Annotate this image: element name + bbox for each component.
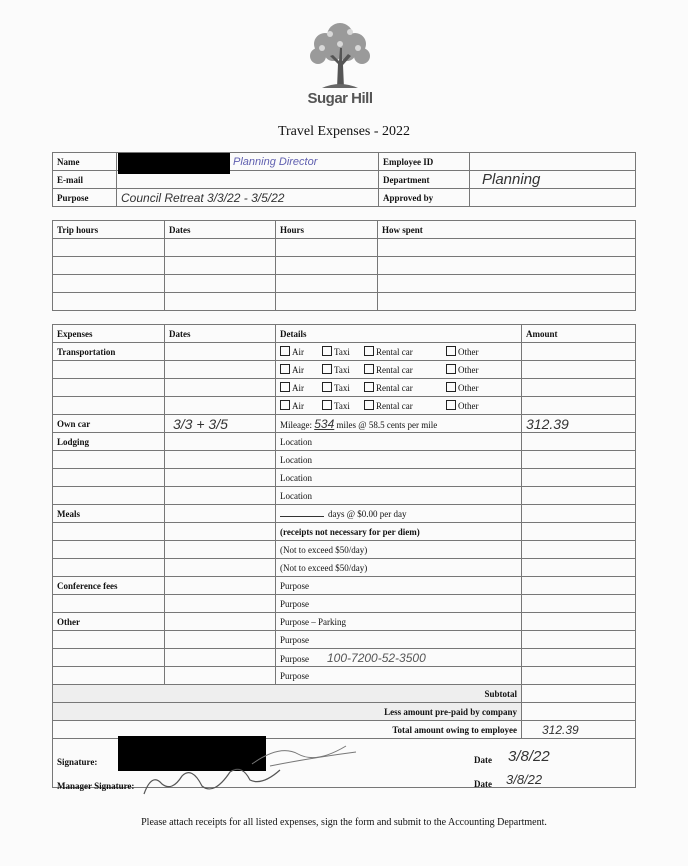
meals-limit: (Not to exceed $50/day) [276, 541, 522, 559]
air-checkbox[interactable] [280, 400, 290, 410]
air-checkbox[interactable] [280, 364, 290, 374]
brand-name: Sugar Hill [307, 90, 373, 107]
redacted-name [118, 153, 230, 174]
date-value: 3/8/22 [508, 748, 550, 765]
trip-hours-col-header: Hours [276, 221, 378, 239]
department-label: Department [379, 171, 470, 189]
prepaid-field[interactable] [522, 703, 636, 721]
transport-options-row: Air Taxi Rental car Other [276, 397, 522, 415]
transport-options-row: Air Taxi Rental car Other [276, 379, 522, 397]
location-field[interactable]: Location [276, 433, 522, 451]
meals-note: (receipts not necessary for per diem) [276, 523, 522, 541]
own-car-amount-field[interactable] [522, 415, 636, 433]
own-car-dates: 3/3 + 3/5 [173, 415, 228, 432]
prepaid-label: Less amount pre-paid by company [53, 703, 522, 721]
purpose-field[interactable]: Purpose [276, 667, 522, 685]
mileage-field[interactable]: Mileage: 534 miles @ 58.5 cents per mile [276, 415, 522, 433]
purpose-label: Purpose [53, 189, 117, 207]
approved-by-field[interactable] [470, 189, 636, 207]
total-field[interactable] [522, 721, 636, 739]
table-row[interactable] [53, 275, 636, 293]
own-car-dates-field[interactable] [165, 415, 276, 433]
trip-hours-table [52, 220, 636, 311]
footer-note: Please attach receipts for all listed expenses, sign the form and submit to the Accounting Department. [141, 817, 547, 828]
rental-car-checkbox[interactable] [364, 364, 374, 374]
air-checkbox[interactable] [280, 382, 290, 392]
purpose-field[interactable]: Purpose [276, 631, 522, 649]
mileage-value: 534 [314, 416, 335, 431]
location-field[interactable]: Location [276, 469, 522, 487]
email-label: E-mail [53, 171, 117, 189]
name-label: Name [53, 153, 117, 171]
employee-id-label: Employee ID [379, 153, 470, 171]
transport-options-row: Air Taxi Rental car Other [276, 343, 522, 361]
sugar-hill-logo [300, 18, 380, 114]
meals-limit: (Not to exceed $50/day) [276, 559, 522, 577]
manager-signature-label: Manager Signature: [57, 781, 135, 791]
rental-car-checkbox[interactable] [364, 346, 374, 356]
approved-by-label: Approved by [379, 189, 470, 207]
other-label: Other [53, 613, 165, 631]
lodging-label: Lodging [53, 433, 165, 451]
purpose-parking-field[interactable]: Purpose – Parking [276, 613, 522, 631]
other-checkbox[interactable] [446, 382, 456, 392]
taxi-checkbox[interactable] [322, 364, 332, 374]
rental-car-checkbox[interactable] [364, 382, 374, 392]
subtotal-field[interactable] [522, 685, 636, 703]
purpose-field[interactable] [117, 189, 379, 207]
table-row[interactable] [53, 257, 636, 275]
amount-header: Amount [522, 325, 636, 343]
location-field[interactable]: Location [276, 487, 522, 505]
department-field[interactable] [470, 171, 636, 189]
own-car-amount: 312.39 [526, 415, 569, 432]
expenses-table [52, 324, 636, 788]
form-title: Travel Expenses - 2022 [277, 124, 411, 139]
table-row[interactable] [53, 293, 636, 311]
expenses-header: Expenses [53, 325, 165, 343]
other-checkbox[interactable] [446, 346, 456, 356]
details-header: Details [276, 325, 522, 343]
total-value: 312.39 [542, 722, 579, 737]
date-label: Date [474, 755, 492, 765]
total-label: Total amount owing to employee [53, 721, 522, 739]
transport-options-row: Air Taxi Rental car Other [276, 361, 522, 379]
trip-hours-header: Trip hours [53, 221, 165, 239]
purpose-field[interactable]: Purpose [276, 595, 522, 613]
tree-icon [300, 18, 380, 90]
account-code: 100-7200-52-3500 [327, 650, 426, 665]
taxi-checkbox[interactable] [322, 400, 332, 410]
rental-car-checkbox[interactable] [364, 400, 374, 410]
taxi-checkbox[interactable] [322, 346, 332, 356]
department-value: Planning [482, 171, 541, 188]
meals-label: Meals [53, 505, 165, 523]
subtotal-label: Subtotal [53, 685, 522, 703]
conference-fees-label: Conference fees [53, 577, 165, 595]
meals-days-field[interactable]: days @ $0.00 per day [276, 505, 522, 523]
taxi-checkbox[interactable] [322, 382, 332, 392]
purpose-value: Council Retreat 3/3/22 - 3/5/22 [121, 190, 285, 205]
trip-dates-header: Dates [165, 221, 276, 239]
purpose-field[interactable]: Purpose 100-7200-52-3500 [276, 649, 522, 667]
other-checkbox[interactable] [446, 400, 456, 410]
transportation-label: Transportation [53, 343, 165, 361]
manager-signature-scribble [138, 762, 288, 798]
how-spent-header: How spent [378, 221, 636, 239]
date-label: Date [474, 779, 492, 789]
own-car-label: Own car [53, 415, 165, 433]
dates-header: Dates [165, 325, 276, 343]
table-row[interactable] [53, 239, 636, 257]
date-value: 3/8/22 [506, 772, 543, 787]
signature-label: Signature: [57, 757, 98, 767]
purpose-field[interactable]: Purpose [276, 577, 522, 595]
air-checkbox[interactable] [280, 346, 290, 356]
other-checkbox[interactable] [446, 364, 456, 374]
employee-id-field[interactable] [470, 153, 636, 171]
location-field[interactable]: Location [276, 451, 522, 469]
title-value: Planning Director [233, 155, 318, 168]
